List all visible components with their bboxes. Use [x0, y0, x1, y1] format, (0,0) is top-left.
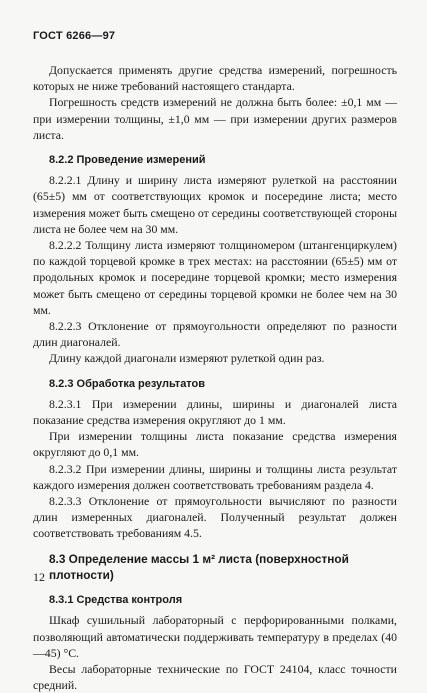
paragraph: 8.2.2.1 Длину и ширину листа измеряют рулеткой на расстоянии (65±5) мм от соответствующих кромок и посередине листа; место измерения может быть смещено от середины соответствующей стороны листа не более чем на 30 мм. — [33, 173, 397, 236]
paragraph: 8.2.3.3 Отклонение от прямоугольности вычисляют по разности длин измеренных диагоналей. Полученный результат должен соответствовать требованиям 4.5. — [33, 494, 397, 541]
paragraph: 8.2.2.2 Толщину листа измеряют толщиномером (штангенциркулем) по каждой торцевой кромке в трех местах: на расстоянии (65±5) мм от продольных кромок и посередине торцевой кромки; место измерения может быть смещено от середины торцевой кромки не более чем на 30 мм. — [33, 238, 397, 317]
section-heading-main: 8.3 Определение массы 1 м² листа (поверхностной плотности) — [49, 551, 349, 582]
section-heading: 8.2.3 Обработка результатов — [49, 377, 206, 390]
paragraph: Допускается применять другие средства измерений, погрешность которых не ниже требований настоящего стандарта. — [33, 63, 397, 94]
paragraph: Шкаф сушильный лабораторный с перфорированными полками, позволяющий автоматически поддерживать температуру в пределах (40—45) °С. — [33, 613, 397, 660]
paragraph: Длину каждой диагонали измеряют рулеткой один раз. — [49, 351, 325, 366]
paragraph: 8.2.2.3 Отклонение от прямоугольности определяют по разности длин диагоналей. — [33, 319, 397, 350]
paragraph: 8.2.3.1 При измерении длины, ширины и диагоналей листа показание средства измерения округляют до 1 мм. — [33, 396, 397, 428]
section-heading: 8.2.2 Проведение измерений — [49, 154, 206, 167]
paragraph: Погрешность средств измерений не должна быть более: ±0,1 мм — при измерении толщины, ±1,0 мм — при измерении других размеров листа. — [33, 95, 397, 142]
section-heading: 8.3.1 Средства контроля — [49, 594, 183, 607]
page-content — [33, 62, 397, 693]
paragraph: При измерении толщины листа показание средства измерения округляют до 0,1 мм. — [33, 429, 397, 460]
paragraph: Весы лабораторные технические по ГОСТ 24104, класс точности средний. — [33, 661, 397, 693]
page-header: ГОСТ 6266—97 — [33, 30, 116, 42]
paragraph: 8.2.3.2 При измерении длины, ширины и толщины листа результат каждого измерения должен соответствовать требованиям раздела 4. — [33, 461, 397, 492]
page-number: 12 — [33, 570, 45, 584]
